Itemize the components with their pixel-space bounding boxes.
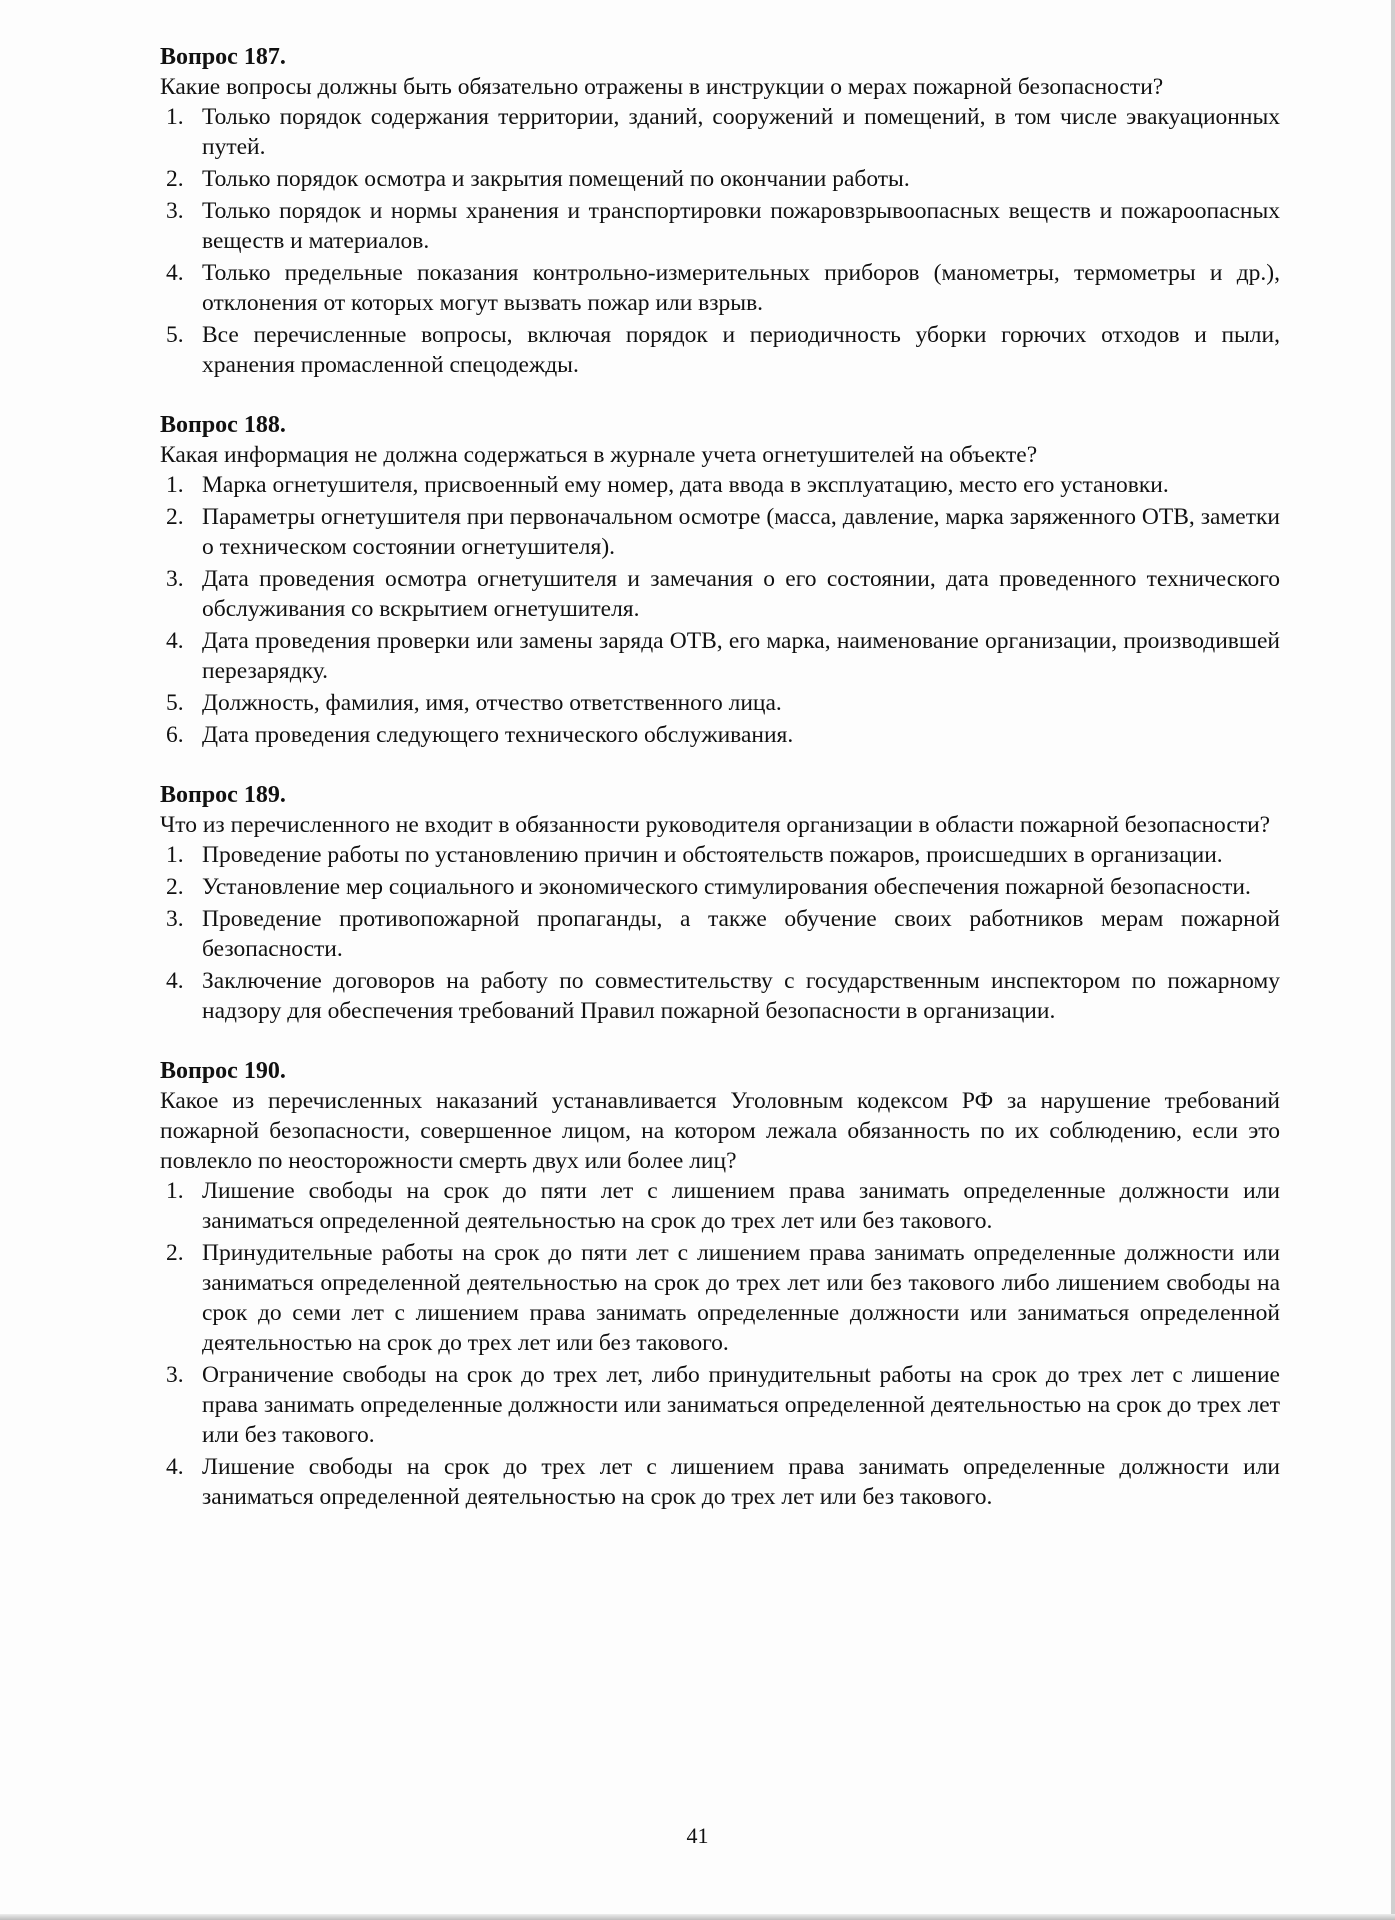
answer-option	[160, 320, 1280, 380]
answer-list	[160, 1176, 1280, 1512]
answer-number: 4.	[166, 1454, 184, 1480]
answer-option	[160, 626, 1280, 686]
answer-text: Марка огнетушителя, присвоенный ему номер, дата ввода в эксплуатацию, место его установки.	[202, 472, 1169, 498]
answer-number: 4.	[166, 628, 184, 654]
answer-number: 4.	[166, 260, 184, 286]
answer-option	[160, 872, 1280, 902]
answer-list	[160, 840, 1280, 1026]
answer-number: 2.	[166, 1240, 184, 1266]
question-title: Вопрос 190.	[160, 1058, 286, 1084]
answer-number: 3.	[166, 1362, 184, 1388]
answer-number: 1.	[166, 1178, 184, 1204]
answer-number: 2.	[166, 874, 184, 900]
question-text: Какие вопросы должны быть обязательно отражены в инструкции о мерах пожарной безопасности?	[160, 74, 1164, 100]
answer-option	[160, 1452, 1280, 1512]
answer-list	[160, 102, 1280, 380]
answer-text: Лишение свободы на срок до пяти лет с лишением права занимать определенные должности или заниматься определенной деятельностью на срок до трех лет или без такового.	[202, 1178, 1280, 1234]
answer-text: Принудительные работы на срок до пяти лет с лишением права занимать определенные должности или заниматься определенной деятельностью на срок до трех лет или без такового либо лишением свободы на срок до семи лет с лишением права занимать определенные должности или заниматься определенной деятельностью на срок до трех лет или без такового.	[202, 1240, 1280, 1356]
answer-text: Дата проведения следующего технического обслуживания.	[202, 722, 794, 748]
answer-number: 1.	[166, 472, 184, 498]
question-187	[160, 42, 1280, 380]
answer-text: Только порядок и нормы хранения и транспортировки пожаровзрывоопасных веществ и пожароопасных веществ и материалов.	[202, 198, 1280, 254]
answer-option	[160, 102, 1280, 162]
answer-number: 3.	[166, 566, 184, 592]
question-text: Какое из перечисленных наказаний устанавливается Уголовным кодексом РФ за нарушение требований пожарной безопасности, совершенное лицом, на котором лежала обязанность по их соблюдению, если это повлекло по неосторожности смерть двух или более лиц?	[160, 1088, 1280, 1174]
answer-text: Лишение свободы на срок до трех лет с лишением права занимать определенные должности или заниматься определенной деятельностью на срок до трех лет или без такового.	[202, 1454, 1280, 1510]
answer-option	[160, 688, 1280, 718]
page-number: 41	[686, 1823, 709, 1848]
question-188	[160, 410, 1280, 750]
scan-edge	[0, 1914, 1395, 1920]
answer-option	[160, 164, 1280, 194]
question-189	[160, 780, 1280, 1026]
answer-number: 3.	[166, 906, 184, 932]
answer-option	[160, 196, 1280, 256]
answer-option	[160, 966, 1280, 1026]
answer-option	[160, 470, 1280, 500]
answer-number: 4.	[166, 968, 184, 994]
answer-text: Дата проведения осмотра огнетушителя и замечания о его состоянии, дата проведенного технического обслуживания со вскрытием огнетушителя.	[202, 566, 1280, 622]
answer-option	[160, 502, 1280, 562]
question-title: Вопрос 187.	[160, 44, 286, 70]
answer-option	[160, 1238, 1280, 1358]
answer-text: Должность, фамилия, имя, отчество ответственного лица.	[202, 690, 782, 716]
answer-text: Все перечисленные вопросы, включая порядок и периодичность уборки горючих отходов и пыли, хранения промасленной спецодежды.	[202, 322, 1280, 378]
answer-text: Проведение противопожарной пропаганды, а также обучение своих работников мерам пожарной безопасности.	[202, 906, 1280, 962]
question-text: Какая информация не должна содержаться в журнале учета огнетушителей на объекте?	[160, 442, 1038, 468]
answer-text: Только предельные показания контрольно-измерительных приборов (манометры, термометры и др.), отклонения от которых могут вызвать пожар или взрыв.	[202, 260, 1280, 316]
answer-option	[160, 720, 1280, 750]
answer-option	[160, 1360, 1280, 1450]
page-content	[160, 42, 1280, 1542]
answer-number: 1.	[166, 104, 184, 130]
question-190	[160, 1056, 1280, 1512]
answer-option	[160, 904, 1280, 964]
question-title: Вопрос 189.	[160, 782, 286, 808]
answer-text: Параметры огнетушителя при первоначальном осмотре (масса, давление, марка заряженного ОТВ, заметки о техническом состоянии огнетушителя).	[202, 504, 1280, 560]
answer-text: Ограничение свободы на срок до трех лет, либо принудительныt работы на срок до трех лет с лишение права занимать определенные должности или заниматься определенной деятельностью на срок до трех лет или без такового.	[202, 1362, 1280, 1448]
answer-option	[160, 1176, 1280, 1236]
answer-text: Установление мер социального и экономического стимулирования обеспечения пожарной безопасности.	[202, 874, 1251, 900]
answer-number: 2.	[166, 504, 184, 530]
answer-option	[160, 840, 1280, 870]
answer-text: Проведение работы по установлению причин и обстоятельств пожаров, происшедших в организации.	[202, 842, 1223, 868]
answer-text: Заключение договоров на работу по совместительству с государственным инспектором по пожарному надзору для обеспечения требований Правил пожарной безопасности в организации.	[202, 968, 1280, 1024]
question-text: Что из перечисленного не входит в обязанности руководителя организации в области пожарной безопасности?	[160, 812, 1271, 838]
answer-number: 5.	[166, 322, 184, 348]
answer-number: 1.	[166, 842, 184, 868]
answer-text: Только порядок осмотра и закрытия помещений по окончании работы.	[202, 166, 910, 192]
answer-text: Только порядок содержания территории, зданий, сооружений и помещений, в том числе эвакуационных путей.	[202, 104, 1280, 160]
answer-option	[160, 258, 1280, 318]
answer-number: 5.	[166, 690, 184, 716]
question-title: Вопрос 188.	[160, 412, 286, 438]
scan-edge	[1391, 0, 1395, 1920]
answer-list	[160, 470, 1280, 750]
answer-number: 2.	[166, 166, 184, 192]
answer-number: 6.	[166, 722, 184, 748]
answer-number: 3.	[166, 198, 184, 224]
answer-text: Дата проведения проверки или замены заряда ОТВ, его марка, наименование организации, производившей перезарядку.	[202, 628, 1280, 684]
answer-option	[160, 564, 1280, 624]
